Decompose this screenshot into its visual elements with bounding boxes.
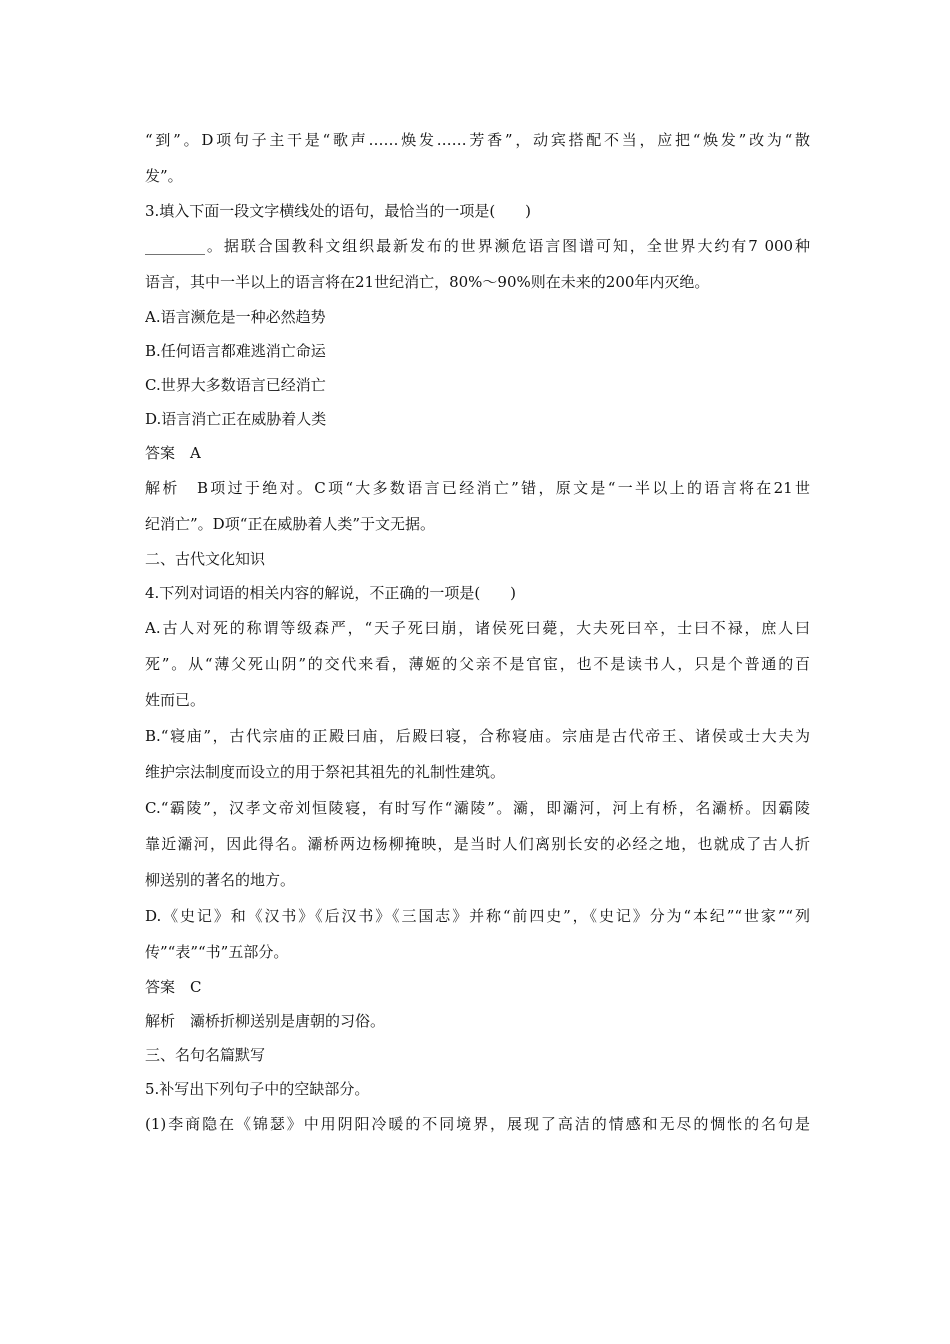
text-line: 语言，其中一半以上的语言将在21世纪消亡，80%～90%则在未来的200年内灭绝。	[145, 273, 710, 291]
option-b: B.“寝庙”，古代宗庙的正殿曰庙，后殿曰寝，合称寝庙。宗庙是古代帝王、诸侯或士大夫为	[145, 727, 810, 745]
answer-4: 答案 C	[145, 978, 202, 996]
text-line: 姓而已。	[145, 691, 206, 709]
option-d: D.《史记》和《汉书》《后汉书》《三国志》并称“前四史”，《史记》分为“本纪”“世家”“列	[145, 907, 810, 925]
option-a: A.古人对死的称谓等级森严，“天子死曰崩，诸侯死曰薨，大夫死曰卒，士曰不禄，庶人曰	[145, 619, 810, 637]
text-line: 维护宗法制度而设立的用于祭祀其祖先的礼制性建筑。	[145, 763, 506, 781]
text-line: ________。据联合国教科文组织最新发布的世界濒危语言图谱可知，全世界大约有7 000种	[145, 237, 810, 255]
analysis-3: 解析 B项过于绝对。C项“大多数语言已经消亡”错，原文是“一半以上的语言将在21世	[145, 479, 810, 497]
section-heading: 二、古代文化知识	[145, 550, 266, 568]
option-c: C.世界大多数语言已经消亡	[145, 376, 326, 394]
text-line: 纪消亡”。D项“正在威胁着人类”于文无据。	[145, 515, 436, 533]
analysis-4: 解析 灞桥折柳送别是唐朝的习俗。	[145, 1012, 386, 1030]
text-line: 传”“表”“书”五部分。	[145, 943, 289, 961]
text-line: 发”。	[145, 167, 183, 185]
section-heading: 三、名句名篇默写	[145, 1046, 266, 1064]
text-line: 靠近灞河，因此得名。灞桥两边杨柳掩映，是当时人们离别长安的必经之地，也就成了古人折	[145, 835, 810, 853]
option-d: D.语言消亡正在威胁着人类	[145, 410, 327, 428]
question-4-stem: 4.下列对词语的相关内容的解说，不正确的一项是( )	[145, 584, 517, 602]
question-5-stem: 5.补写出下列句子中的空缺部分。	[145, 1080, 370, 1098]
text-line: 死”。从“薄父死山阴”的交代来看，薄姬的父亲不是官宦，也不是读书人，只是个普通的百	[145, 655, 810, 673]
document-page	[145, 122, 810, 1142]
question-3-stem: 3.填入下面一段文字横线处的语句，最恰当的一项是( )	[145, 202, 532, 220]
option-a: A.语言濒危是一种必然趋势	[145, 308, 326, 326]
option-c: C.“霸陵”，汉孝文帝刘恒陵寝，有时写作“灞陵”。灞，即灞河，河上有桥，名灞桥。因霸陵	[145, 799, 810, 817]
option-b: B.任何语言都难逃消亡命运	[145, 342, 326, 360]
text-line: 柳送别的著名的地方。	[145, 871, 296, 889]
text-line: “到”。D项句子主干是“歌声……焕发……芳香”，动宾搭配不当，应把“焕发”改为“散	[145, 131, 810, 149]
answer-3: 答案 A	[145, 444, 201, 462]
question-5-item-1: (1)李商隐在《锦瑟》中用阴阳冷暖的不同境界，展现了高洁的情感和无尽的惆怅的名句是	[145, 1115, 810, 1133]
